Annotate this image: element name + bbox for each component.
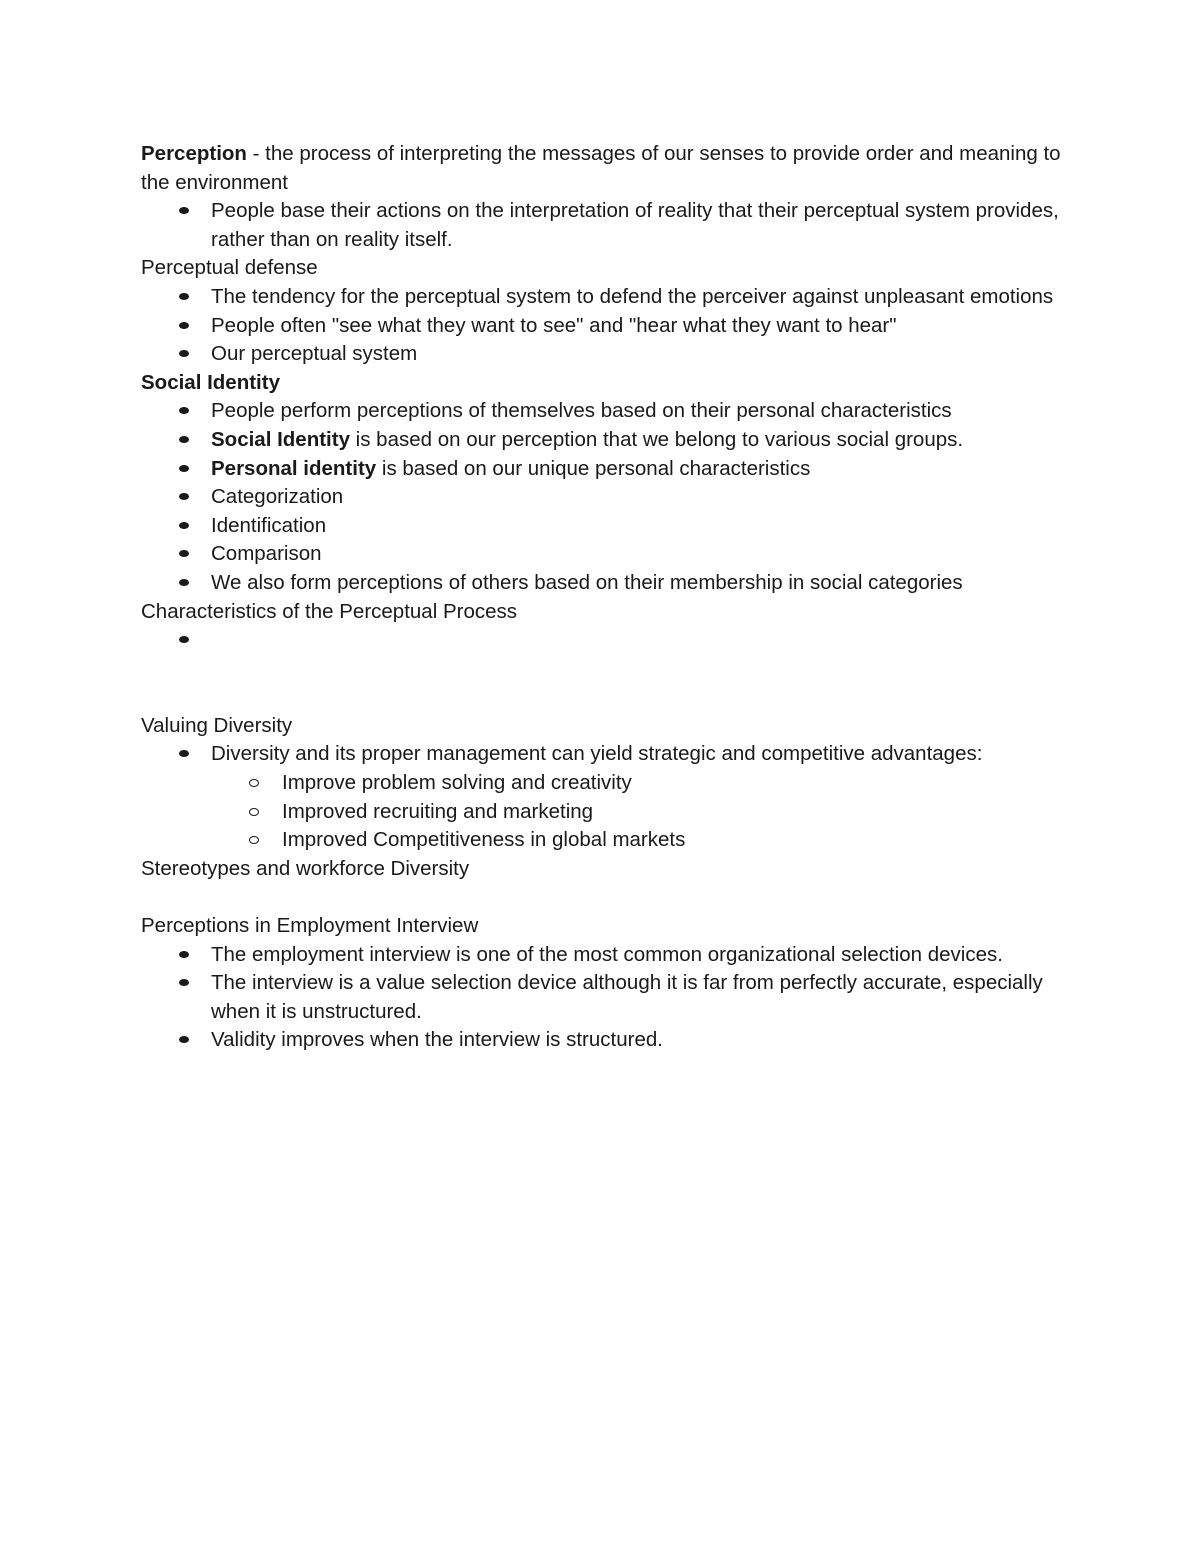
personal-identity-term: Personal identity bbox=[211, 456, 377, 480]
stereotypes-heading: Stereotypes and workforce Diversity bbox=[141, 856, 470, 880]
perception-list bbox=[141, 197, 1061, 254]
social-identity-text: is based on our perception that we belong to various social groups. bbox=[349, 427, 964, 451]
perceptual-defense-heading: Perceptual defense bbox=[141, 256, 318, 280]
document-page bbox=[141, 140, 1061, 1055]
perception-definition bbox=[141, 140, 1061, 197]
blank-line bbox=[141, 883, 1061, 912]
characteristics-list bbox=[141, 626, 1061, 655]
sub-list-item: Improve problem solving and creativity bbox=[141, 769, 1061, 798]
list-item: The employment interview is one of the most common organizational selection devices. bbox=[141, 941, 1061, 970]
employment-interview-list bbox=[141, 941, 1061, 1055]
list-item: Comparison bbox=[141, 540, 1061, 569]
valuing-diversity-heading: Valuing Diversity bbox=[141, 713, 293, 737]
list-item: The tendency for the perceptual system to defend the perceiver against unpleasant emotions bbox=[141, 283, 1061, 312]
employment-interview-heading: Perceptions in Employment Interview bbox=[141, 914, 479, 938]
list-item: Categorization bbox=[141, 483, 1061, 512]
list-item bbox=[141, 455, 1061, 484]
characteristics-heading: Characteristics of the Perceptual Process bbox=[141, 599, 517, 623]
social-identity-heading: Social Identity bbox=[141, 370, 280, 394]
personal-identity-text: is based on our unique personal characteristics bbox=[376, 456, 811, 480]
perception-definition-text: - the process of interpreting the messages of our senses to provide order and meaning to the environment bbox=[141, 142, 1061, 194]
valuing-diversity-list bbox=[141, 740, 1061, 769]
list-item: People perform perceptions of themselves based on their personal characteristics bbox=[141, 397, 1061, 426]
list-item: People base their actions on the interpretation of reality that their perceptual system provides, rather than on reality itself. bbox=[141, 197, 1061, 254]
list-item: Validity improves when the interview is structured. bbox=[141, 1026, 1061, 1055]
social-identity-term: Social Identity bbox=[211, 427, 350, 451]
valuing-diversity-sublist bbox=[141, 769, 1061, 855]
list-item: We also form perceptions of others based on their membership in social categories bbox=[141, 569, 1061, 598]
social-identity-list bbox=[141, 397, 1061, 597]
perception-term: Perception bbox=[141, 142, 247, 165]
list-item: Our perceptual system bbox=[141, 340, 1061, 369]
perceptual-defense-list bbox=[141, 283, 1061, 369]
list-item bbox=[141, 426, 1061, 455]
empty-list-item bbox=[141, 626, 1061, 655]
list-item: People often "see what they want to see" and "hear what they want to hear" bbox=[141, 312, 1061, 341]
sub-list-item: Improved Competitiveness in global markets bbox=[141, 826, 1061, 855]
list-item: Identification bbox=[141, 512, 1061, 541]
sub-list-item: Improved recruiting and marketing bbox=[141, 798, 1061, 827]
list-item: Diversity and its proper management can yield strategic and competitive advantages: bbox=[141, 740, 1061, 769]
list-item: The interview is a value selection device although it is far from perfectly accurate, especially when it is unstructured. bbox=[141, 969, 1061, 1026]
blank-space bbox=[141, 655, 1061, 712]
